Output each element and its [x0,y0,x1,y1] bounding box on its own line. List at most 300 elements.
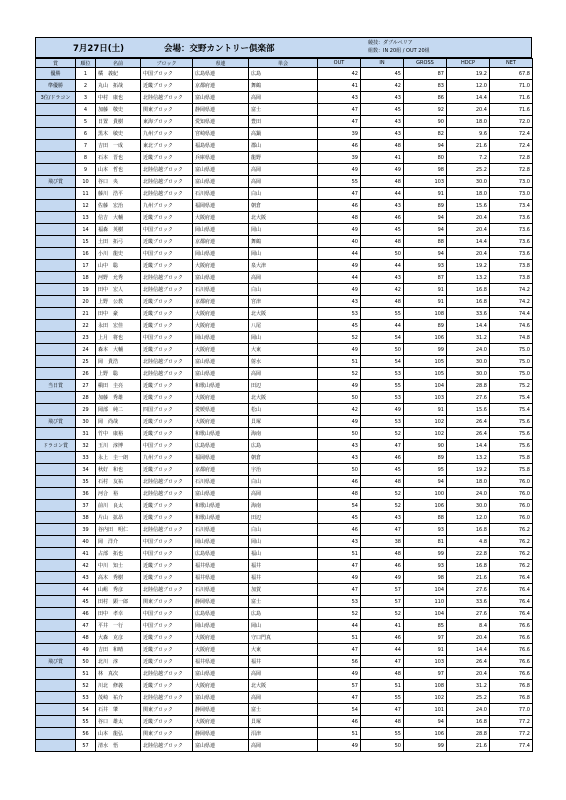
net-cell: 71.0 [490,80,533,92]
rank-cell: 18 [76,272,96,284]
out-cell: 46 [318,716,361,728]
gross-cell: 89 [404,200,447,212]
out-cell: 53 [318,308,361,320]
rank-cell: 39 [76,524,96,536]
name-cell: 福森 英樹 [96,224,141,236]
net-cell: 73.6 [490,248,533,260]
table-row [36,428,533,440]
prize-cell [36,464,76,476]
block-cell: 中国ブロック [141,440,193,452]
net-cell: 73.8 [490,272,533,284]
in-cell: 53 [361,416,404,428]
in-cell: 46 [361,452,404,464]
hdcp-cell: 28.8 [447,380,490,392]
rank-cell: 51 [76,668,96,680]
gross-cell: 86 [404,92,447,104]
table-row [36,512,533,524]
net-cell: 74.2 [490,296,533,308]
rank-cell: 57 [76,740,96,752]
results-table [35,58,533,752]
chapter-cell: 福井 [249,656,318,668]
table-row [36,644,533,656]
chapter-cell: 岡山 [249,620,318,632]
out-cell: 48 [318,212,361,224]
prize-cell: 優勝 [36,68,76,80]
chapter-cell: 富士 [249,104,318,116]
rank-cell: 13 [76,212,96,224]
name-cell: 丸山 拓哉 [96,80,141,92]
prefecture-cell: 静岡県連 [193,104,249,116]
net-cell: 75.6 [490,416,533,428]
rank-cell: 40 [76,536,96,548]
name-cell: 吉田 和晴 [96,644,141,656]
gross-cell: 94 [404,716,447,728]
table-row [36,500,533,512]
gross-cell: 108 [404,680,447,692]
prefecture-cell: 大阪府連 [193,308,249,320]
hdcp-cell: 12.0 [447,80,490,92]
table-row [36,68,533,80]
net-cell: 76.6 [490,668,533,680]
table-row [36,692,533,704]
hdcp-cell: 14.4 [447,92,490,104]
rank-cell: 44 [76,584,96,596]
in-cell: 49 [361,404,404,416]
hdcp-cell: 30.0 [447,500,490,512]
out-cell: 43 [318,296,361,308]
prize-cell [36,428,76,440]
out-cell: 50 [318,392,361,404]
block-cell: 近畿ブロック [141,236,193,248]
table-row [36,716,533,728]
gross-cell: 89 [404,452,447,464]
in-cell: 52 [361,608,404,620]
in-cell: 43 [361,128,404,140]
in-cell: 38 [361,536,404,548]
prize-cell [36,308,76,320]
table-row [36,356,533,368]
gross-cell: 90 [404,116,447,128]
net-cell: 73.4 [490,200,533,212]
table-row [36,440,533,452]
chapter-cell: 大東 [249,344,318,356]
out-cell: 46 [318,140,361,152]
block-cell: 東海ブロック [141,116,193,128]
chapter-cell: 貝塚 [249,716,318,728]
in-cell: 46 [361,632,404,644]
out-cell: 49 [318,416,361,428]
net-cell: 76.0 [490,512,533,524]
chapter-cell: 高岡 [249,176,318,188]
in-cell: 41 [361,152,404,164]
chapter-cell: 富士 [249,704,318,716]
rank-cell: 54 [76,704,96,716]
name-cell: 前川 良太 [96,500,141,512]
net-cell: 74.6 [490,320,533,332]
out-cell: 51 [318,632,361,644]
in-cell: 54 [361,332,404,344]
table-row [36,320,533,332]
chapter-cell: 貝塚 [249,416,318,428]
chapter-cell: 広島 [249,68,318,80]
rank-cell: 21 [76,308,96,320]
gross-cell: 89 [404,320,447,332]
prefecture-cell: 富山県連 [193,356,249,368]
chapter-cell: 宇治 [249,464,318,476]
hdcp-cell: 26.4 [447,416,490,428]
prefecture-cell: 静岡県連 [193,704,249,716]
prize-cell [36,548,76,560]
name-cell: 佐藤 宏治 [96,200,141,212]
net-cell: 76.6 [490,644,533,656]
out-cell: 54 [318,704,361,716]
table-row [36,380,533,392]
rank-cell: 36 [76,488,96,500]
hdcp-cell: 19.2 [447,464,490,476]
block-cell: 北陸信越ブロック [141,584,193,596]
chapter-cell: 白山 [249,524,318,536]
hdcp-cell: 30.0 [447,356,490,368]
gross-cell: 98 [404,164,447,176]
chapter-cell: 松山 [249,404,318,416]
prefecture-cell: 岡山県連 [193,620,249,632]
out-cell: 47 [318,692,361,704]
gross-cell: 85 [404,620,447,632]
chapter-cell: 広島 [249,608,318,620]
prize-cell [36,452,76,464]
rank-cell: 8 [76,152,96,164]
name-cell: 藤川 浩平 [96,188,141,200]
in-cell: 44 [361,260,404,272]
net-cell: 76.2 [490,548,533,560]
hdcp-cell: 16.8 [447,296,490,308]
chapter-cell: 田辺 [249,380,318,392]
block-cell: 四国ブロック [141,404,193,416]
prefecture-cell: 愛媛県連 [193,404,249,416]
gross-cell: 95 [404,464,447,476]
hdcp-cell: 13.2 [447,452,490,464]
net-cell: 73.0 [490,188,533,200]
prize-cell [36,716,76,728]
in-cell: 48 [361,476,404,488]
hdcp-cell: 25.2 [447,164,490,176]
name-cell: 石村 友祐 [96,476,141,488]
net-cell: 77.0 [490,704,533,716]
name-cell: 川北 修義 [96,680,141,692]
in-cell: 42 [361,80,404,92]
prize-cell [36,272,76,284]
col-chapter-header: 単会 [249,59,318,68]
in-cell: 43 [361,272,404,284]
prize-cell [36,524,76,536]
table-row [36,536,533,548]
prize-cell: ドラコン賞 [36,440,76,452]
prize-cell [36,140,76,152]
gross-cell: 81 [404,536,447,548]
prefecture-cell: 静岡県連 [193,728,249,740]
hdcp-cell: 13.2 [447,272,490,284]
in-cell: 46 [361,212,404,224]
gross-cell: 94 [404,224,447,236]
out-cell: 47 [318,560,361,572]
table-row [36,140,533,152]
hdcp-cell: 27.6 [447,584,490,596]
prize-cell [36,692,76,704]
block-cell: 近畿ブロック [141,464,193,476]
chapter-cell: 高岡 [249,488,318,500]
in-cell: 43 [361,116,404,128]
name-cell: 秋好 和也 [96,464,141,476]
gross-cell: 106 [404,332,447,344]
prize-cell [36,536,76,548]
name-cell: 竹中 康裕 [96,428,141,440]
prefecture-cell: 愛知県連 [193,116,249,128]
gross-cell: 104 [404,584,447,596]
out-cell: 55 [318,176,361,188]
rank-cell: 35 [76,476,96,488]
rank-cell: 34 [76,464,96,476]
prefecture-cell: 大阪府連 [193,644,249,656]
chapter-cell: 郡山 [249,140,318,152]
block-cell: 近畿ブロック [141,152,193,164]
rank-cell: 25 [76,356,96,368]
name-cell: 黒木 敏史 [96,128,141,140]
chapter-cell: 高岡 [249,692,318,704]
block-cell: 近畿ブロック [141,416,193,428]
chapter-cell: 岡山 [249,332,318,344]
in-cell: 50 [361,248,404,260]
prefecture-cell: 京都府連 [193,296,249,308]
out-cell: 47 [318,116,361,128]
rank-cell: 19 [76,284,96,296]
block-cell: 北陸信越ブロック [141,740,193,752]
name-cell: 山本 龍弘 [96,728,141,740]
col-hdcp-header: HDCP [447,59,490,68]
rank-cell: 20 [76,296,96,308]
chapter-cell: 福山 [249,548,318,560]
gross-cell: 103 [404,392,447,404]
prefecture-cell: 富山県連 [193,740,249,752]
rank-cell: 52 [76,680,96,692]
group-count: 組数：IN 20組 / OUT 20組 [368,48,430,54]
name-cell: 谷口 央 [96,176,141,188]
block-cell: 近畿ブロック [141,500,193,512]
prefecture-cell: 大阪府連 [193,212,249,224]
name-cell: 北川 淳 [96,656,141,668]
hdcp-cell: 24.0 [447,344,490,356]
table-row [36,164,533,176]
table-row [36,212,533,224]
rank-cell: 24 [76,344,96,356]
rank-cell: 5 [76,116,96,128]
rank-cell: 3 [76,92,96,104]
gross-cell: 105 [404,368,447,380]
prefecture-cell: 和歌山県連 [193,428,249,440]
prize-cell [36,248,76,260]
prefecture-cell: 大阪府連 [193,320,249,332]
net-cell: 77.2 [490,716,533,728]
out-cell: 53 [318,596,361,608]
prefecture-cell: 富山県連 [193,368,249,380]
competition-format: 競技：ダブルペリア [368,40,413,46]
in-cell: 43 [361,92,404,104]
prefecture-cell: 福島県連 [193,140,249,152]
net-cell: 71.6 [490,104,533,116]
gross-cell: 90 [404,440,447,452]
rank-cell: 29 [76,404,96,416]
block-cell: 近畿ブロック [141,296,193,308]
block-cell: 北陸信越ブロック [141,92,193,104]
hdcp-cell: 14.4 [447,320,490,332]
chapter-cell: 海南 [249,428,318,440]
prize-cell [36,476,76,488]
in-cell: 47 [361,656,404,668]
out-cell: 47 [318,584,361,596]
rank-cell: 23 [76,332,96,344]
rank-cell: 26 [76,368,96,380]
chapter-cell: 八尾 [249,320,318,332]
name-cell: 山中 聡 [96,260,141,272]
prefecture-cell: 大阪府連 [193,632,249,644]
table-row [36,224,533,236]
in-cell: 57 [361,596,404,608]
in-cell: 43 [361,512,404,524]
gross-cell: 94 [404,212,447,224]
block-cell: 近畿ブロック [141,680,193,692]
prize-cell [36,164,76,176]
prize-cell [36,116,76,128]
gross-cell: 106 [404,500,447,512]
hdcp-cell: 14.4 [447,644,490,656]
out-cell: 42 [318,404,361,416]
table-row [36,632,533,644]
chapter-cell: 舞鶴 [249,80,318,92]
table-row [36,236,533,248]
rank-cell: 12 [76,200,96,212]
chapter-cell: 高岡 [249,668,318,680]
hdcp-cell: 30.0 [447,368,490,380]
prize-cell: 飛び賞 [36,416,76,428]
table-row [36,152,533,164]
out-cell: 57 [318,680,361,692]
prefecture-cell: 岡山県連 [193,248,249,260]
name-cell: 小川 龍史 [96,248,141,260]
name-cell: 石本 晋也 [96,152,141,164]
prize-cell [36,320,76,332]
table-row [36,188,533,200]
gross-cell: 87 [404,272,447,284]
net-cell: 74.4 [490,308,533,320]
hdcp-cell: 7.2 [447,152,490,164]
chapter-cell: 龍野 [249,152,318,164]
in-cell: 52 [361,428,404,440]
name-cell: 田村 顕一郎 [96,596,141,608]
in-cell: 46 [361,560,404,572]
table-row [36,296,533,308]
gross-cell: 94 [404,140,447,152]
rank-cell: 14 [76,224,96,236]
event-info [368,39,430,55]
table-row [36,344,533,356]
hdcp-cell: 14.4 [447,236,490,248]
gross-cell: 94 [404,248,447,260]
prize-cell: 当日賞 [36,380,76,392]
chapter-cell: 北大阪 [249,680,318,692]
hdcp-cell: 14.4 [447,440,490,452]
block-cell: 北陸信越ブロック [141,284,193,296]
name-cell: 石井 肇 [96,704,141,716]
hdcp-cell: 24.0 [447,488,490,500]
prefecture-cell: 富山県連 [193,488,249,500]
name-cell: 上野 公教 [96,296,141,308]
prize-cell [36,188,76,200]
prefecture-cell: 和歌山県連 [193,500,249,512]
gross-cell: 102 [404,692,447,704]
prize-cell [36,512,76,524]
out-cell: 54 [318,500,361,512]
prize-cell [36,608,76,620]
out-cell: 44 [318,272,361,284]
chapter-cell: 大東 [249,644,318,656]
col-prefecture-header: 県連 [193,59,249,68]
prefecture-cell: 岡山県連 [193,536,249,548]
block-cell: 近畿ブロック [141,344,193,356]
rank-cell: 1 [76,68,96,80]
prefecture-cell: 京都府連 [193,80,249,92]
hdcp-cell: 16.8 [447,524,490,536]
chapter-cell: 泉大津 [249,260,318,272]
rank-cell: 11 [76,188,96,200]
net-cell: 74.8 [490,332,533,344]
name-cell: 山岨 秀彦 [96,584,141,596]
hdcp-cell: 8.4 [447,620,490,632]
gross-cell: 93 [404,560,447,572]
net-cell: 73.6 [490,236,533,248]
out-cell: 52 [318,368,361,380]
table-row [36,200,533,212]
prefecture-cell: 福井県連 [193,572,249,584]
in-cell: 49 [361,164,404,176]
col-block-header: ブロック [141,59,193,68]
out-cell: 45 [318,512,361,524]
in-cell: 55 [361,308,404,320]
in-cell: 45 [361,224,404,236]
prize-cell: 3位/ドラコン [36,92,76,104]
prize-cell [36,740,76,752]
net-cell: 76.0 [490,488,533,500]
hdcp-cell: 20.4 [447,224,490,236]
gross-cell: 110 [404,596,447,608]
col-rank-header: 順位 [76,59,96,68]
gross-cell: 102 [404,416,447,428]
rank-cell: 45 [76,596,96,608]
in-cell: 55 [361,380,404,392]
name-cell: 中川 知士 [96,560,141,572]
net-cell: 76.6 [490,656,533,668]
block-cell: 関東ブロック [141,728,193,740]
prize-cell [36,596,76,608]
prefecture-cell: 福岡県連 [193,452,249,464]
prize-cell [36,632,76,644]
out-cell: 47 [318,104,361,116]
gross-cell: 108 [404,308,447,320]
table-row [36,260,533,272]
block-cell: 近畿ブロック [141,632,193,644]
hdcp-cell: 15.6 [447,200,490,212]
block-cell: 中国ブロック [141,608,193,620]
gross-cell: 94 [404,476,447,488]
net-cell: 75.0 [490,344,533,356]
